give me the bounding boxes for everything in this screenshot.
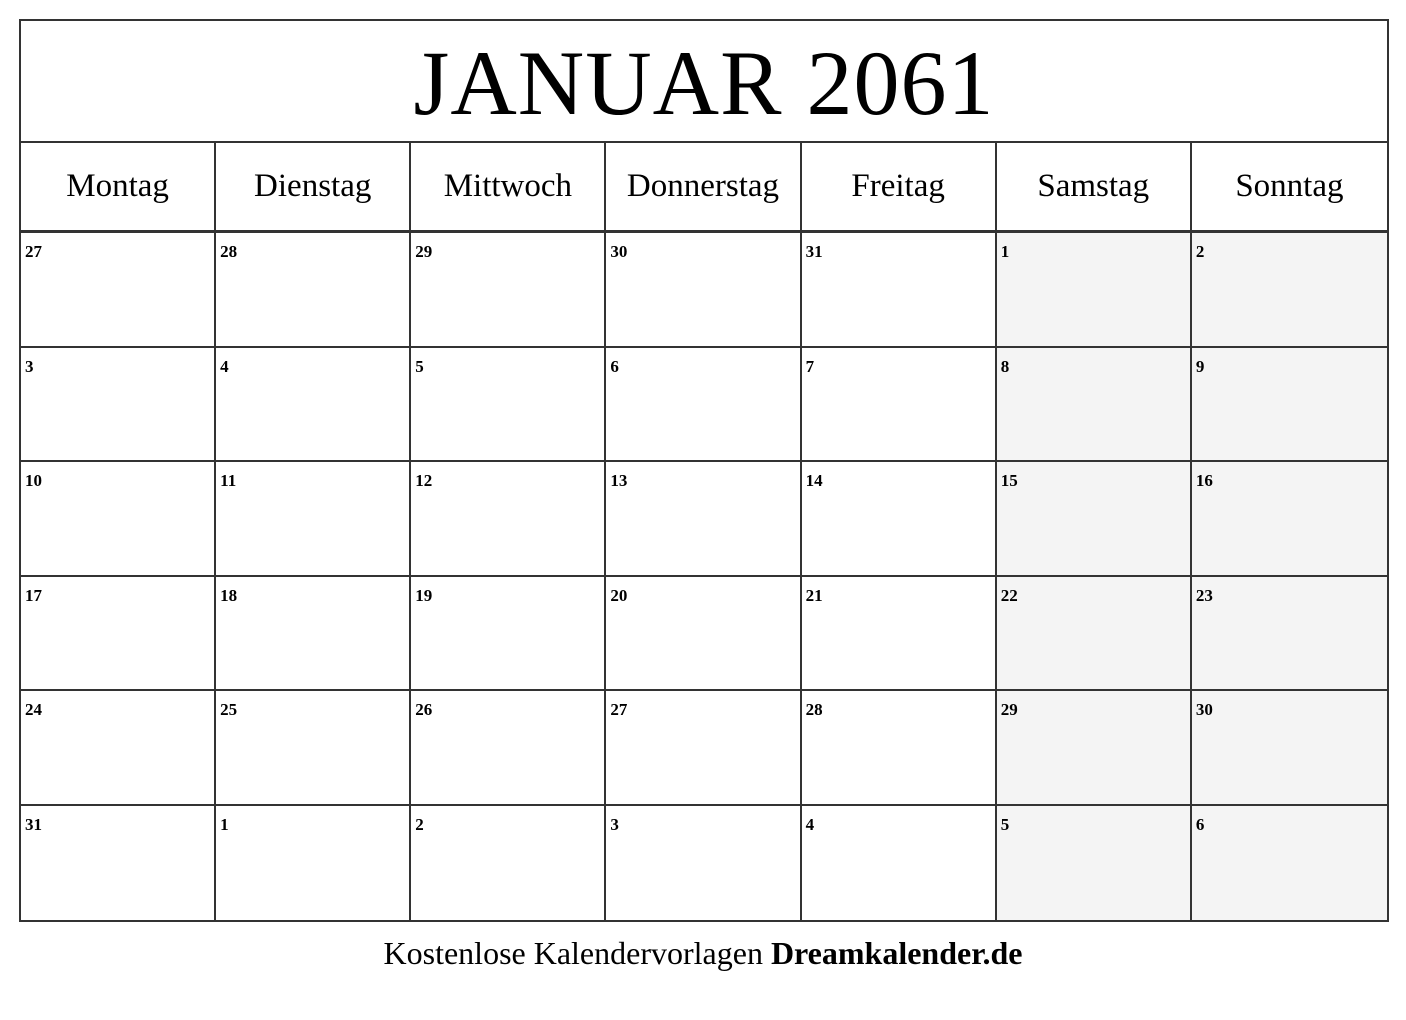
day-number: 5 <box>415 356 424 376</box>
day-number: 28 <box>805 700 823 719</box>
day-cell <box>997 462 1192 577</box>
day-number: 6 <box>610 356 619 376</box>
day-number: 17 <box>25 585 42 605</box>
weekday-header: Dienstag <box>216 143 411 233</box>
day-cell <box>216 806 411 921</box>
day-number: 7 <box>805 356 815 376</box>
day-cell <box>21 691 216 806</box>
day-cell <box>411 691 606 806</box>
day-cell <box>606 348 801 463</box>
day-cell <box>802 577 997 692</box>
day-number: 20 <box>610 585 628 605</box>
calendar-grid <box>21 143 1387 920</box>
day-number: 10 <box>25 471 42 490</box>
day-cell <box>411 577 606 692</box>
footer <box>0 935 1406 972</box>
day-number: 5 <box>1000 814 1010 834</box>
day-cell <box>997 577 1192 692</box>
day-number: 26 <box>415 700 433 719</box>
day-number: 15 <box>1000 471 1018 490</box>
day-cell <box>802 806 997 921</box>
day-number: 22 <box>1000 585 1018 605</box>
day-number: 3 <box>25 356 34 376</box>
weekday-header: Montag <box>21 143 216 233</box>
day-cell <box>802 233 997 348</box>
day-number: 4 <box>805 814 815 834</box>
title-bar <box>21 21 1387 143</box>
footer-text: Kostenlose Kalendervorlagen <box>383 935 763 971</box>
day-cell <box>606 806 801 921</box>
weekday-header: Freitag <box>802 143 997 233</box>
day-number: 23 <box>1195 585 1213 605</box>
weekday-header: Sonntag <box>1192 143 1387 233</box>
day-cell <box>606 691 801 806</box>
day-number: 14 <box>805 471 823 490</box>
day-cell <box>606 233 801 348</box>
day-number: 25 <box>220 700 238 719</box>
day-number: 2 <box>1195 242 1205 261</box>
day-number: 30 <box>1195 700 1213 719</box>
day-cell <box>606 577 801 692</box>
day-cell <box>1192 348 1387 463</box>
day-cell <box>21 462 216 577</box>
day-number: 27 <box>25 242 42 261</box>
day-number: 12 <box>415 471 433 490</box>
calendar <box>19 19 1389 922</box>
day-cell <box>411 348 606 463</box>
day-cell <box>411 233 606 348</box>
day-cell <box>216 233 411 348</box>
day-number: 30 <box>610 242 628 261</box>
day-cell <box>802 691 997 806</box>
day-cell <box>1192 233 1387 348</box>
day-cell <box>216 348 411 463</box>
day-cell <box>997 691 1192 806</box>
day-cell <box>216 462 411 577</box>
day-cell <box>21 577 216 692</box>
day-number: 1 <box>1000 242 1010 261</box>
day-cell <box>1192 806 1387 921</box>
day-number: 28 <box>220 242 238 261</box>
day-number: 16 <box>1195 471 1213 490</box>
day-cell <box>997 233 1192 348</box>
day-cell <box>997 348 1192 463</box>
day-cell <box>1192 691 1387 806</box>
day-number: 2 <box>415 814 424 834</box>
day-number: 6 <box>1195 814 1205 834</box>
day-number: 4 <box>220 356 229 376</box>
weekday-header: Samstag <box>997 143 1192 233</box>
day-cell <box>1192 577 1387 692</box>
day-cell <box>21 348 216 463</box>
day-cell <box>21 233 216 348</box>
day-number: 18 <box>220 585 238 605</box>
weekday-header: Mittwoch <box>411 143 606 233</box>
day-number: 29 <box>1000 700 1018 719</box>
day-cell <box>802 348 997 463</box>
day-cell <box>802 462 997 577</box>
day-cell <box>411 806 606 921</box>
day-number: 29 <box>415 242 433 261</box>
day-cell <box>21 806 216 921</box>
day-number: 9 <box>1195 356 1205 376</box>
day-number: 27 <box>610 700 628 719</box>
day-number: 31 <box>805 242 823 261</box>
calendar-title: JANUAR 2061 <box>413 32 995 134</box>
day-cell <box>606 462 801 577</box>
day-number: 21 <box>805 585 823 605</box>
day-cell <box>216 577 411 692</box>
day-number: 31 <box>25 814 42 834</box>
day-number: 19 <box>415 585 433 605</box>
day-cell <box>216 691 411 806</box>
day-number: 11 <box>220 471 237 490</box>
day-number: 8 <box>1000 356 1010 376</box>
day-cell <box>1192 462 1387 577</box>
footer-brand: Dreamkalender.de <box>770 935 1023 971</box>
day-number: 3 <box>610 814 619 834</box>
day-cell <box>997 806 1192 921</box>
day-cell <box>411 462 606 577</box>
weekday-header: Donnerstag <box>606 143 801 233</box>
day-number: 24 <box>25 700 42 719</box>
day-number: 1 <box>220 814 229 834</box>
day-number: 13 <box>610 471 628 490</box>
